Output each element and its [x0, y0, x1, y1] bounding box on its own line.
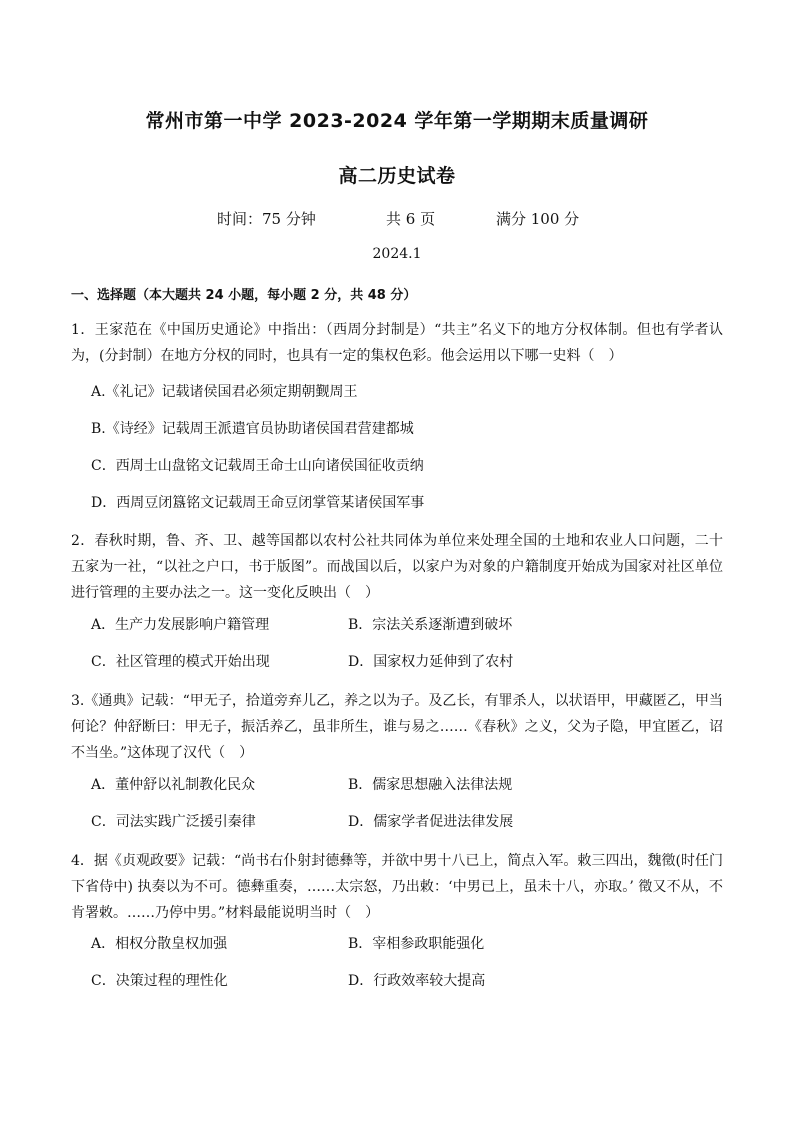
question-4-option-c: C．决策过程的理性化	[91, 973, 228, 989]
question-1-option-b: B.《诗经》记载周王派遣官员协助诸侯国君营建都城	[91, 421, 414, 437]
exam-title: 常州市第一中学 2023-2024 学年第一学期期末质量调研	[145, 110, 649, 132]
question-3-option-b: B．儒家思想融入法律法规	[348, 777, 513, 793]
exam-date: 2024.1	[372, 246, 422, 262]
exam-pages: 共 6 页	[386, 210, 436, 228]
question-2-option-c: C．社区管理的模式开始出现	[91, 654, 270, 670]
exam-time: 时间：75 分钟	[217, 210, 316, 228]
question-3-option-c: C．司法实践广泛援引秦律	[91, 814, 256, 830]
question-3-stem: 3.《通典》记载：“甲无子，拾道旁弃儿乙，养之以为子。及乙长，有罪杀人，以状语甲，甲藏匿乙，甲当何论？仲舒断曰：甲无子，振活养乙，虽非所生，谁与易之……《春秋》之义，父为子隐，甲宜匿乙，诏不当坐。”这体现了汉代（ ）	[71, 693, 723, 761]
exam-score: 满分 100 分	[496, 210, 580, 228]
question-3-option-d: D．儒家学者促进法律发展	[348, 814, 514, 830]
exam-subtitle: 高二历史试卷	[338, 165, 456, 187]
question-3-option-a: A．董仲舒以礼制教化民众	[91, 777, 256, 793]
question-2-option-b: B．宗法关系逐渐遭到破坏	[348, 617, 513, 633]
question-4-option-d: D．行政效率较大提高	[348, 973, 486, 989]
question-2-option-a: A．生产力发展影响户籍管理	[91, 617, 270, 633]
question-4-option-b: B．宰相参政职能强化	[348, 936, 485, 952]
question-4-option-a: A．相权分散皇权加强	[91, 936, 228, 952]
question-4-stem: 4．据《贞观政要》记载：“尚书右仆射封德彝等，并欲中男十八已上，简点入军。敕三四出，魏徵(时任门下省侍中) 执奏以为不可。德彝重奏，……太宗怒，乃出敕：‘中男已上，虽未十八，亦取。’ 徵又不从，不肯署敕。……乃停中男。”材料最能说明当时（ ）	[71, 853, 723, 921]
question-1-stem: 1．王家范在《中国历史通论》中指出：（西周分封制是）“共主”名义下的地方分权体制。但也有学者认为，(分封制）在地方分权的同时，也具有一定的集权色彩。他会运用以下哪一史料（ ）	[71, 322, 723, 364]
question-2-stem: 2．春秋时期，鲁、齐、卫、越等国都以农村公社共同体为单位来处理全国的土地和农业人口问题，二十五家为一社，“以社之户口，书于版图”。而战国以后，以家户为对象的户籍制度开始成为国家对社区单位进行管理的主要办法之一。这一变化反映出（ ）	[71, 533, 723, 601]
question-1-option-c: C．西周士山盘铭文记载周王命士山向诸侯国征收贡纳	[91, 458, 424, 474]
question-1-option-d: D．西周豆闭簋铭文记载周王命豆闭掌管某诸侯国军事	[91, 495, 425, 511]
question-2-option-d: D．国家权力延伸到了农村	[348, 654, 514, 670]
question-1-option-a: A.《礼记》记载诸侯国君必须定期朝觐周王	[91, 384, 358, 400]
section-heading: 一、选择题（本大题共 24 小题，每小题 2 分，共 48 分）	[71, 288, 417, 303]
